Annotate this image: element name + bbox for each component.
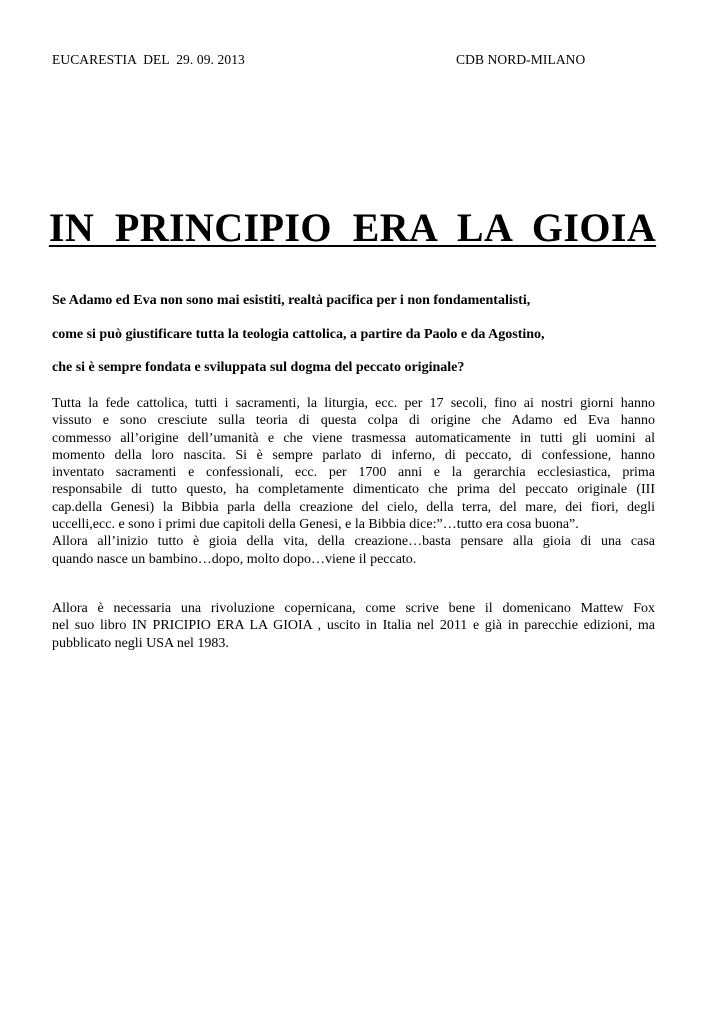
- body-paragraph-1: [52, 395, 655, 568]
- paragraph-line: pubblicato negli USA nel 1983.: [52, 635, 229, 651]
- paragraph-line: vissuto e sono cresciute sulla teoria di questa colpa di origine che Adamo ed Eva hanno: [52, 413, 655, 429]
- paragraph-line: quando nasce un bambino…dopo, molto dopo…viene il peccato.: [52, 551, 417, 567]
- paragraph-line: Tutta la fede cattolica, tutti i sacramenti, la liturgia, ecc. per 17 secoli, fino ai nostri giorni hanno: [52, 396, 655, 411]
- paragraph-line: momento della loro nascita. Si è sempre parlato di inferno, di peccato, di confessione, hanno: [52, 447, 655, 463]
- body-paragraph-3: [52, 600, 655, 652]
- paragraph-line: commesso all’origine dell’umanità e che viene trasmessa automaticamente in tutti gli uomini al: [52, 430, 655, 446]
- paragraph-line: inventato sacramenti e confessionali, ecc. per 1700 anni e la gerarchia ecclesiastica, prima: [52, 465, 655, 481]
- paragraph-line: cap.della Genesi) la Bibbia parla della creazione del cielo, della terra, del mare, dei fiori, degli: [52, 499, 655, 515]
- lead-question-line-3: che si è sempre fondata e sviluppata sul dogma del peccato originale?: [52, 360, 465, 375]
- lead-question-line-2: come si può giustificare tutta la teologia cattolica, a partire da Paolo e da Agostino,: [52, 327, 545, 342]
- paragraph-line: responsabile di tutto questo, ha completamente dimenticato che prima del peccato originale (III: [52, 482, 655, 498]
- paragraph-line: Allora all’inizio tutto è gioia della vita, della creazione…basta pensare alla gioia di una casa: [52, 534, 655, 550]
- lead-question-line-1: Se Adamo ed Eva non sono mai esistiti, realtà pacifica per i non fondamentalisti,: [52, 293, 531, 308]
- paragraph-line: nel suo libro IN PRICIPIO ERA LA GIOIA , uscito in Italia nel 2011 e già in parecchie edizioni, ma: [52, 618, 655, 634]
- paragraph-line: Allora è necessaria una rivoluzione copernicana, come scrive bene il domenicano Mattew Fox: [52, 601, 655, 616]
- paragraph-line: uccelli,ecc. e sono i primi due capitoli della Genesi, e la Bibbia dice:”…tutto era cosa buona”.: [52, 517, 579, 533]
- header-date: EUCARESTIA DEL 29. 09. 2013: [52, 52, 245, 67]
- document-title: IN PRINCIPIO ERA LA GIOIA: [48, 205, 657, 250]
- header-organization: CDB NORD-MILANO: [456, 52, 586, 67]
